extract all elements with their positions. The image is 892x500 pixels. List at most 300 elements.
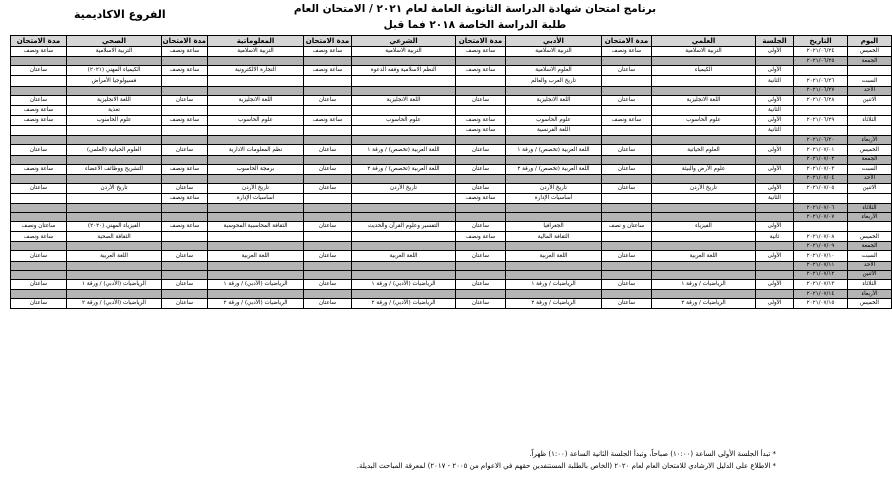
table-cell: ٢٠٢١/٠٦/٢٤: [794, 47, 848, 57]
table-cell: الجمعة: [848, 57, 892, 66]
table-cell: ساعتان: [162, 145, 208, 155]
table-cell: ساعة ونصف: [11, 47, 67, 57]
table-cell: [602, 270, 652, 279]
table-cell: [67, 213, 162, 222]
table-cell: [11, 242, 67, 251]
table-cell: ساعتان: [304, 222, 352, 232]
table-cell: ساعة ونصف: [602, 47, 652, 57]
table-cell: [352, 155, 456, 164]
table-cell: [352, 105, 456, 115]
rest-day-row: [11, 270, 892, 279]
table-cell: علوم الحاسوب: [67, 115, 162, 125]
table-cell: العلوم الاسلامية: [506, 66, 602, 76]
table-cell: [352, 136, 456, 145]
table-cell: [456, 213, 506, 222]
table-cell: [602, 126, 652, 136]
table-cell: الجمعة: [848, 242, 892, 251]
table-cell: تاريخ الأردن: [67, 183, 162, 193]
table-cell: [352, 174, 456, 183]
table-cell: [652, 57, 756, 66]
table-cell: تاريخ الأردن: [652, 183, 756, 193]
table-cell: [67, 204, 162, 213]
table-cell: نظم المعلومات الادارية: [208, 145, 304, 155]
table-cell: الأولى: [756, 183, 794, 193]
table-cell: تاريخ الأردن: [506, 183, 602, 193]
table-cell: اللغة الانجليزية: [652, 95, 756, 105]
table-row: [11, 145, 892, 155]
note-1: * تبدأ الجلسة الأولى الساعة (١٠:٠٠) صباحاً، وتبدأ الجلسة الثانية الساعة (١:٠٠) ظهراً.: [529, 450, 776, 458]
table-cell: ساعتان: [162, 279, 208, 289]
table-cell: الأربعاء: [848, 213, 892, 222]
table-cell: [67, 174, 162, 183]
table-cell: فسيولوجيا الأمراض: [67, 76, 162, 86]
table-cell: [506, 213, 602, 222]
table-cell: ٢٠٢١/٠٧/١٥: [794, 298, 848, 308]
table-cell: الرياضيات (الأدبي) / ورقة ٢: [208, 298, 304, 308]
table-cell: [208, 232, 304, 242]
table-cell: [602, 76, 652, 86]
table-cell: [304, 213, 352, 222]
table-cell: ساعتان: [11, 298, 67, 308]
table-cell: [602, 105, 652, 115]
table-cell: [208, 174, 304, 183]
table-cell: ساعتان: [456, 298, 506, 308]
column-header: العلمي: [652, 36, 756, 47]
table-cell: الخميس: [848, 47, 892, 57]
table-cell: ساعة ونصف: [456, 232, 506, 242]
table-cell: الأربعاء: [848, 289, 892, 298]
table-cell: [304, 270, 352, 279]
table-cell: [11, 174, 67, 183]
table-cell: الاثنين: [848, 183, 892, 193]
table-cell: ساعتان: [456, 183, 506, 193]
table-cell: [652, 232, 756, 242]
table-cell: [304, 136, 352, 145]
table-row: [11, 232, 892, 242]
table-cell: [794, 222, 848, 232]
table-cell: ساعتان: [304, 279, 352, 289]
table-cell: ساعة ونصف: [304, 47, 352, 57]
table-cell: [652, 76, 756, 86]
table-cell: [652, 289, 756, 298]
table-cell: [208, 242, 304, 251]
table-cell: [756, 174, 794, 183]
table-cell: [11, 126, 67, 136]
table-cell: ساعة ونصف: [162, 115, 208, 125]
table-cell: [794, 193, 848, 203]
table-cell: [652, 193, 756, 203]
table-cell: الرياضيات / ورقة ١: [506, 279, 602, 289]
table-cell: [11, 155, 67, 164]
table-cell: [208, 126, 304, 136]
table-cell: ساعتان: [602, 145, 652, 155]
table-cell: ساعة ونصف: [456, 193, 506, 203]
table-cell: اللغة الانجليزية: [352, 95, 456, 105]
table-cell: الأحد: [848, 174, 892, 183]
table-cell: الأربعاء: [848, 136, 892, 145]
table-cell: [352, 57, 456, 66]
table-cell: السبت: [848, 251, 892, 261]
table-cell: الأولى: [756, 164, 794, 174]
table-cell: اللغة العربية (تخصص) / ورقة ٢: [506, 164, 602, 174]
rest-day-row: [11, 204, 892, 213]
table-cell: [352, 86, 456, 95]
page-header: [10, 2, 790, 34]
table-cell: ٢٠٢١/٠٧/٠٩: [794, 242, 848, 251]
table-cell: الرياضيات (الأدبي) / ورقة ٢: [67, 298, 162, 308]
table-cell: [602, 155, 652, 164]
table-cell: ساعتان: [11, 251, 67, 261]
table-cell: السبت: [848, 76, 892, 86]
table-cell: [848, 126, 892, 136]
table-cell: الأولى: [756, 279, 794, 289]
page-subtitle: طلبة الدراسة الخاصة ٢٠١٨ فما قبل: [383, 19, 567, 31]
table-cell: اللغة الانجليزية: [208, 95, 304, 105]
table-cell: [162, 242, 208, 251]
table-cell: ساعة ونصف: [162, 222, 208, 232]
table-cell: [67, 136, 162, 145]
table-cell: [506, 86, 602, 95]
table-cell: الأولى: [756, 66, 794, 76]
table-row: [11, 47, 892, 57]
table-cell: [602, 261, 652, 270]
table-cell: [602, 204, 652, 213]
table-cell: التشريح ووظائف الأعضاء: [67, 164, 162, 174]
table-cell: [304, 261, 352, 270]
table-cell: [208, 57, 304, 66]
table-cell: [506, 204, 602, 213]
table-cell: [652, 204, 756, 213]
table-cell: ساعتان: [456, 95, 506, 105]
table-cell: ساعة ونصف: [162, 47, 208, 57]
table-cell: ساعتان: [304, 183, 352, 193]
table-cell: ساعة ونصف: [456, 47, 506, 57]
table-cell: [208, 270, 304, 279]
table-cell: [848, 193, 892, 203]
table-cell: [208, 213, 304, 222]
table-cell: ساعة ونصف: [162, 164, 208, 174]
table-cell: [352, 232, 456, 242]
table-cell: الاثنين: [848, 95, 892, 105]
table-cell: [208, 204, 304, 213]
column-header: الجلسة: [756, 36, 794, 47]
note-2: * الاطلاع على الدليل الارشادي للامتحان العام لعام ٢٠٢٠ (الخاص بالطلبة المستنفدين حقهم في الاعوام من ٢٠٠٥ - ٢٠١٧) لمعرفة المباحث البديلة.: [356, 462, 776, 470]
table-cell: ساعتان: [162, 95, 208, 105]
table-cell: [304, 193, 352, 203]
table-cell: [456, 57, 506, 66]
table-cell: الفيزياء: [652, 222, 756, 232]
table-cell: السبت: [848, 164, 892, 174]
table-cell: [208, 76, 304, 86]
table-cell: [208, 155, 304, 164]
table-cell: [208, 289, 304, 298]
table-cell: ساعتان: [11, 183, 67, 193]
table-cell: [652, 174, 756, 183]
rest-day-row: [11, 57, 892, 66]
table-cell: [456, 204, 506, 213]
table-cell: [67, 86, 162, 95]
table-cell: علوم الحاسوب: [208, 115, 304, 125]
table-cell: [352, 193, 456, 203]
table-cell: ٢٠٢١/٠٧/١١: [794, 261, 848, 270]
table-cell: ساعتان: [11, 66, 67, 76]
table-cell: [756, 289, 794, 298]
table-cell: الأولى: [756, 145, 794, 155]
table-cell: ساعتان: [304, 145, 352, 155]
table-cell: التجارة الالكترونية: [208, 66, 304, 76]
table-cell: [848, 222, 892, 232]
table-cell: ساعة ونصف: [162, 193, 208, 203]
table-cell: الثقافة المحاسبية المحوسبة: [208, 222, 304, 232]
rest-day-row: [11, 213, 892, 222]
table-cell: الاثنين: [848, 270, 892, 279]
table-cell: [304, 126, 352, 136]
table-cell: ٢٠٢١/٠٦/٢٩: [794, 115, 848, 125]
table-row: [11, 66, 892, 76]
rest-day-row: [11, 242, 892, 251]
table-cell: ساعة ونصف: [456, 66, 506, 76]
table-cell: علوم الحاسوب: [652, 115, 756, 125]
table-cell: [652, 126, 756, 136]
table-cell: [304, 174, 352, 183]
table-cell: [208, 105, 304, 115]
table-cell: الفيزياء المهني (٢٠٢٠): [67, 222, 162, 232]
table-cell: [67, 289, 162, 298]
table-cell: ساعة ونصف: [304, 66, 352, 76]
table-cell: ساعتان: [162, 183, 208, 193]
table-cell: [162, 213, 208, 222]
column-header: مدة الامتحان: [162, 36, 206, 45]
table-cell: [304, 57, 352, 66]
table-cell: ساعتان: [602, 251, 652, 261]
table-cell: [794, 66, 848, 76]
table-cell: الرياضيات (الأدبي) / ورقة ١: [352, 279, 456, 289]
table-cell: [11, 76, 67, 86]
table-row: [11, 298, 892, 308]
table-cell: ساعة ونصف: [304, 115, 352, 125]
table-cell: [456, 105, 506, 115]
table-cell: [794, 105, 848, 115]
table-cell: ساعة ونصف: [456, 115, 506, 125]
table-cell: ساعة ونصف: [456, 126, 506, 136]
rest-day-row: [11, 136, 892, 145]
table-cell: ساعتان ونصف: [11, 222, 67, 232]
table-cell: ساعة ونصف: [11, 232, 67, 242]
table-cell: ساعة ونصف: [602, 115, 652, 125]
table-cell: [162, 155, 208, 164]
table-cell: [506, 289, 602, 298]
table-cell: ساعتان: [304, 95, 352, 105]
table-cell: [602, 174, 652, 183]
table-cell: اللغة العربية: [506, 251, 602, 261]
table-cell: [456, 242, 506, 251]
table-cell: [756, 86, 794, 95]
table-cell: [304, 232, 352, 242]
table-cell: ٢٠٢١/٠٦/٢٦: [794, 76, 848, 86]
table-cell: ٢٠٢١/٠٧/١٠: [794, 251, 848, 261]
table-cell: [602, 213, 652, 222]
table-cell: ساعتان: [456, 279, 506, 289]
table-cell: ساعتان: [11, 145, 67, 155]
table-cell: اللغة العربية: [208, 251, 304, 261]
table-cell: ساعة ونصف: [162, 66, 208, 76]
table-cell: [506, 270, 602, 279]
table-cell: [602, 136, 652, 145]
table-cell: التربية الاسلامية: [352, 47, 456, 57]
table-cell: ساعتان: [602, 95, 652, 105]
table-cell: اللغة العربية (تخصص) / ورقة ١: [352, 145, 456, 155]
table-cell: الأولى: [756, 298, 794, 308]
table-cell: [11, 57, 67, 66]
column-header: مدة الامتحان: [456, 36, 506, 47]
table-cell: التفسير وعلوم القرآن والحديث: [352, 222, 456, 232]
column-header: التاريخ: [794, 36, 848, 47]
table-cell: [162, 126, 208, 136]
table-row: [11, 126, 892, 136]
table-cell: [162, 289, 208, 298]
table-cell: الثلاثاء: [848, 279, 892, 289]
table-cell: الرياضيات / ورقة ٢: [652, 298, 756, 308]
table-cell: الأولى: [756, 222, 794, 232]
table-cell: الثانية: [756, 193, 794, 203]
column-header: الصحي: [67, 36, 162, 47]
table-cell: [456, 270, 506, 279]
table-cell: [162, 261, 208, 270]
table-cell: ساعتان: [304, 298, 352, 308]
table-cell: [652, 105, 756, 115]
table-cell: التربية الاسلامية: [652, 47, 756, 57]
table-cell: [11, 193, 67, 203]
table-cell: الثلاثاء: [848, 115, 892, 125]
table-cell: الكيمياء: [652, 66, 756, 76]
table-cell: [11, 270, 67, 279]
table-cell: [352, 76, 456, 86]
table-cell: [506, 105, 602, 115]
table-cell: الثانية: [756, 105, 794, 115]
table-cell: [506, 136, 602, 145]
table-cell: [11, 204, 67, 213]
table-cell: الأولى: [756, 47, 794, 57]
table-cell: الأولى: [756, 95, 794, 105]
rest-day-row: [11, 86, 892, 95]
table-cell: [11, 86, 67, 95]
table-cell: [652, 261, 756, 270]
table-cell: [602, 232, 652, 242]
table-cell: ساعتان: [11, 279, 67, 289]
table-row: [11, 115, 892, 125]
table-cell: [304, 204, 352, 213]
table-cell: [208, 136, 304, 145]
table-cell: الثقافة المالية: [506, 232, 602, 242]
table-cell: ساعة ونصف: [11, 115, 67, 125]
table-cell: ساعتان و نصف: [602, 222, 652, 232]
table-cell: [11, 136, 67, 145]
table-cell: ساعتان: [456, 222, 506, 232]
table-cell: ٢٠٢١/٠٧/٠٧: [794, 213, 848, 222]
table-header-row: [11, 36, 892, 47]
table-cell: ساعتان: [162, 251, 208, 261]
table-cell: [67, 242, 162, 251]
table-cell: علوم الحاسوب: [352, 115, 456, 125]
column-header: مدة الامتحان: [11, 36, 67, 47]
table-cell: اللغة العربية: [67, 251, 162, 261]
table-cell: الرياضيات / ورقة ١: [652, 279, 756, 289]
table-cell: ٢٠٢١/٠٦/٢٧: [794, 86, 848, 95]
table-cell: [208, 261, 304, 270]
table-cell: علوم الأرض والبيئة: [652, 164, 756, 174]
table-cell: [756, 213, 794, 222]
table-cell: [208, 86, 304, 95]
table-cell: الأولى: [756, 115, 794, 125]
table-cell: [304, 105, 352, 115]
table-cell: [848, 105, 892, 115]
table-cell: ساعتان: [602, 66, 652, 76]
table-cell: [506, 242, 602, 251]
table-cell: العلوم الحياتية (العلمي): [67, 145, 162, 155]
table-cell: [506, 155, 602, 164]
table-cell: ساعتان: [304, 251, 352, 261]
table-cell: الكيمياء المهني (٢٠٢١): [67, 66, 162, 76]
table-cell: [652, 155, 756, 164]
table-row: [11, 251, 892, 261]
table-cell: [352, 270, 456, 279]
table-cell: اللغة العربية: [652, 251, 756, 261]
page-title: برنامج امتحان شهادة الدراسة الثانوية العامة لعام ٢٠٢١ / الامتحان العام: [293, 3, 657, 15]
table-cell: [756, 136, 794, 145]
table-cell: ساعتان: [304, 164, 352, 174]
table-cell: الأحد: [848, 261, 892, 270]
table-cell: ساعتان: [602, 183, 652, 193]
table-cell: اللغة العربية (تخصص) / ورقة ٢: [352, 164, 456, 174]
rest-day-row: [11, 261, 892, 270]
table-cell: [352, 242, 456, 251]
table-cell: [352, 261, 456, 270]
table-cell: تاريخ الأردن: [352, 183, 456, 193]
table-cell: [162, 57, 208, 66]
rest-day-row: [11, 289, 892, 298]
table-cell: ساعتان: [456, 251, 506, 261]
table-cell: ساعتان: [162, 298, 208, 308]
column-header: اليوم: [848, 36, 892, 47]
table-cell: ٢٠٢١/٠٦/٣٠: [794, 136, 848, 145]
table-body: [11, 47, 892, 309]
table-cell: [304, 86, 352, 95]
table-cell: الأولى: [756, 251, 794, 261]
table-cell: الجمعة: [848, 155, 892, 164]
table-cell: الخميس: [848, 232, 892, 242]
table-cell: اللغة العربية: [352, 251, 456, 261]
rest-day-row: [11, 155, 892, 164]
table-cell: [652, 270, 756, 279]
column-header: مدة الامتحان: [304, 36, 352, 47]
table-cell: الجغرافيا: [506, 222, 602, 232]
table-cell: ٢٠٢١/٠٧/٠٥: [794, 183, 848, 193]
table-cell: [756, 242, 794, 251]
column-header: الأدبي: [506, 36, 602, 47]
table-cell: ٢٠٢١/٠٧/١٤: [794, 289, 848, 298]
table-cell: ٢٠٢١/٠٧/٠٨: [794, 232, 848, 242]
table-cell: الثلاثاء: [848, 204, 892, 213]
table-cell: [162, 86, 208, 95]
table-cell: تاريخ العرب والعالم: [506, 76, 602, 86]
table-cell: [162, 270, 208, 279]
table-cell: ساعة ونصف: [11, 164, 67, 174]
table-cell: [11, 261, 67, 270]
table-cell: اللغة الانجليزية: [506, 95, 602, 105]
table-cell: [652, 136, 756, 145]
table-cell: التربية الاسلامية: [67, 47, 162, 57]
table-cell: [162, 105, 208, 115]
